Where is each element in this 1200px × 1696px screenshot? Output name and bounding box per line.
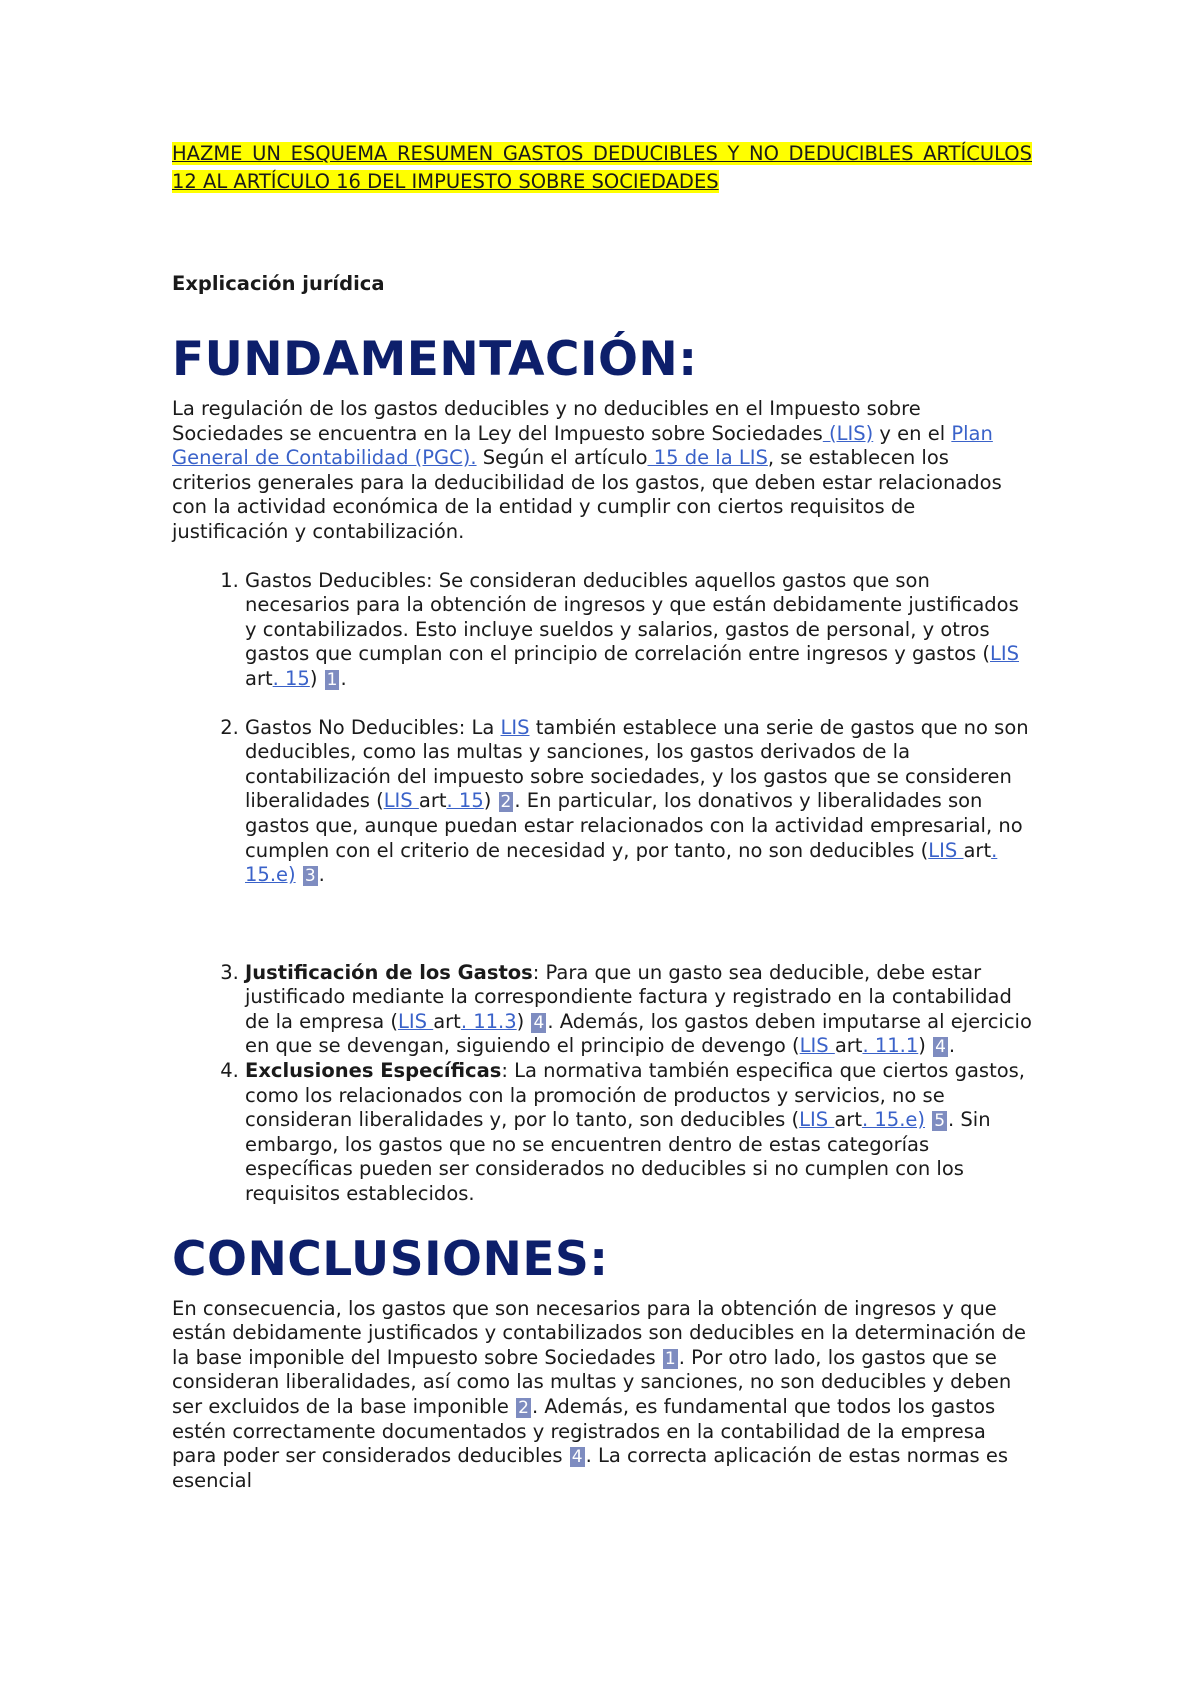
link-lis[interactable]: LIS bbox=[990, 642, 1020, 666]
item-text: art bbox=[834, 1034, 863, 1058]
list-item-justificacion bbox=[245, 961, 1032, 1059]
citation-badge[interactable]: 4 bbox=[533, 1012, 545, 1033]
item-text: . bbox=[948, 1034, 956, 1058]
link-art15-lis[interactable]: 15 de la LIS bbox=[647, 446, 768, 470]
link-lis[interactable]: (LIS) bbox=[822, 421, 874, 445]
item-text: Gastos No Deducibles: La bbox=[245, 715, 501, 739]
conclusion-text: En consecuencia, los gastos que son necesarios para la obtención de ingresos y que están debidamente justificados y contabilizados son deducibles en la determinación de la base imponible del Impuesto sobre Sociedades bbox=[172, 1296, 1027, 1369]
heading-fundamentacion: FUNDAMENTACIÓN: bbox=[172, 332, 698, 387]
document-title bbox=[172, 140, 1032, 196]
citation-badge[interactable]: 5 bbox=[934, 1111, 946, 1132]
link-lis[interactable]: LIS bbox=[928, 838, 964, 862]
criteria-list bbox=[172, 569, 1032, 1207]
heading-conclusiones: CONCLUSIONES: bbox=[172, 1231, 609, 1287]
item-text: ) bbox=[918, 1034, 933, 1058]
item-text: también establece una serie de gastos que no son deducibles, como las multas y sanciones, los gastos derivados de la contabilización del impuesto sobre sociedades, y los gastos que se consideren liberalidades ( bbox=[245, 715, 1029, 813]
link-article[interactable]: . 15 bbox=[446, 789, 484, 813]
link-article[interactable]: . 11.1 bbox=[862, 1034, 919, 1058]
citation-badge[interactable]: 4 bbox=[571, 1447, 583, 1468]
item-text: art bbox=[245, 666, 273, 690]
citation-badge[interactable]: 1 bbox=[326, 669, 338, 690]
subtitle: Explicación jurídica bbox=[172, 272, 385, 295]
link-lis[interactable]: LIS bbox=[398, 1009, 434, 1033]
item-text: . bbox=[318, 863, 325, 887]
title-highlight: HAZME UN ESQUEMA RESUMEN GASTOS DEDUCIBLES Y NO DEDUCIBLES ARTÍCULOS 12 AL ARTÍCULO 16 DEL IMPUESTO SOBRE SOCIEDADES bbox=[172, 142, 1032, 193]
item-text: ) bbox=[516, 1009, 531, 1033]
item-text: ) bbox=[309, 666, 324, 690]
citation-badge[interactable]: 1 bbox=[664, 1348, 676, 1369]
item-text: : Para que un gasto sea deducible, debe estar justificado mediante la correspondiente factura y registrado en la contabilidad de la empresa ( bbox=[245, 960, 1012, 1033]
conclusion-text: . La correcta aplicación de estas normas es esencial bbox=[172, 1444, 1008, 1492]
intro-text: y en el bbox=[873, 421, 952, 445]
citation-badge[interactable]: 4 bbox=[935, 1037, 946, 1058]
item-bold-label: Exclusiones Específicas bbox=[245, 1059, 502, 1083]
intro-paragraph bbox=[172, 397, 1032, 545]
item-text: art bbox=[834, 1108, 862, 1132]
item-text: art bbox=[418, 789, 447, 813]
item-text bbox=[296, 863, 302, 886]
citation-badge[interactable]: 2 bbox=[500, 792, 512, 813]
link-article[interactable]: . 15 bbox=[272, 666, 310, 690]
link-pgc[interactable]: Plan General de Contabilidad (PGC). bbox=[172, 421, 993, 470]
item-text: art bbox=[963, 838, 992, 862]
item-text bbox=[925, 1108, 931, 1131]
link-article[interactable]: . 15.e) bbox=[245, 838, 998, 887]
item-text: . Además, los gastos deben imputarse al ejercicio en que se devengan, siguiendo el principio de devengo ( bbox=[245, 1009, 1032, 1058]
link-lis[interactable]: LIS bbox=[799, 1034, 835, 1058]
citation-badge[interactable]: 2 bbox=[518, 1398, 529, 1418]
item-text: ) bbox=[483, 789, 498, 813]
list-item-exclusiones bbox=[245, 1059, 1032, 1207]
item-text: . Sin embargo, los gastos que no se encuentren dentro de estas categorías específicas pueden ser considerados no deducibles si no cumplen con los requisitos establecidos. bbox=[245, 1108, 991, 1206]
list-item-gastos-no-deducibles bbox=[245, 716, 1032, 888]
document-content bbox=[172, 140, 1032, 1493]
link-article[interactable]: . 11.3 bbox=[460, 1009, 517, 1033]
conclusion-text: . Además, es fundamental que todos los gastos estén correctamente documentados y registrados en la contabilidad de la empresa para poder ser considerados deducibles bbox=[172, 1395, 996, 1468]
link-article[interactable]: . 15.e) bbox=[861, 1108, 925, 1132]
item-text: : La normativa también especifica que ciertos gastos, como los relacionados con la promoción de productos y servicios, no se consideran liberalidades y, por lo tanto, son deducibles ( bbox=[245, 1059, 1026, 1132]
item-bold-label: Justificación de los Gastos bbox=[245, 960, 533, 984]
link-lis[interactable]: LIS bbox=[383, 789, 419, 813]
intro-text: , se establecen los criterios generales para la deducibilidad de los gastos, que deben estar relacionados con la actividad económica de la entidad y cumplir con ciertos requisitos de justificación y contabilización. bbox=[172, 446, 1002, 543]
item-text: . bbox=[340, 666, 347, 690]
link-lis[interactable]: LIS bbox=[500, 715, 530, 739]
list-item-gastos-deducibles bbox=[245, 569, 1032, 692]
citation-badge[interactable]: 3 bbox=[304, 866, 316, 887]
intro-text: La regulación de los gastos deducibles y no deducibles en el Impuesto sobre Sociedades se encuentra en la Ley del Impuesto sobre Sociedades bbox=[172, 397, 921, 445]
link-lis[interactable]: LIS bbox=[799, 1108, 835, 1132]
conclusion-text: . Por otro lado, los gastos que se consideran liberalidades, así como las multas y sanciones, no son deducibles y deben ser excluidos de la base imponible bbox=[172, 1345, 1012, 1418]
item-text: . En particular, los donativos y liberalidades son gastos que, aunque puedan estar relacionados con la actividad empresarial, no cumplen con el criterio de necesidad y, por tanto, no son deducibles ( bbox=[245, 789, 1023, 862]
item-text: Gastos Deducibles: Se consideran deducibles aquellos gastos que son necesarios para la obtención de ingresos y que están debidamente justificados y contabilizados. Esto incluye sueldos y salarios, gastos de personal, y otros gastos que cumplan con el principio de correlación entre ingresos y gastos ( bbox=[245, 568, 1019, 666]
intro-text: Según el artículo bbox=[476, 446, 648, 470]
item-text: art bbox=[433, 1009, 461, 1033]
conclusion-paragraph bbox=[172, 1297, 1032, 1494]
